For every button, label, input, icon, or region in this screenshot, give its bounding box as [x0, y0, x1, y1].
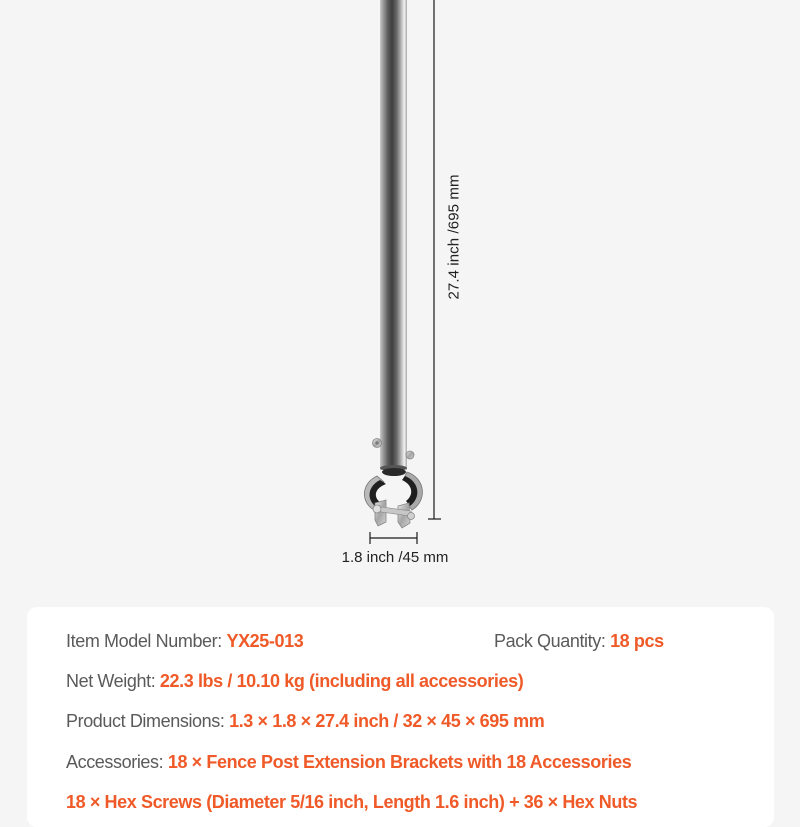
spec-value: YX25-013	[226, 631, 304, 651]
spec-value: 18 × Fence Post Extension Brackets with 18 Accessories	[167, 752, 632, 772]
width-dimension-label: 1.8 inch /45 mm	[341, 549, 449, 566]
spec-label: Net Weight:	[66, 671, 160, 691]
fence-post-extension-pipe	[380, 0, 407, 471]
spec-value: 18 × Hex Screws (Diameter 5/16 inch, Length 1.6 inch) + 36 × Hex Nuts	[66, 792, 638, 812]
bolt-head-left	[373, 439, 382, 448]
specifications-card	[27, 607, 774, 827]
spec-label: Pack Quantity:	[494, 631, 611, 651]
spec-label: Accessories:	[66, 752, 168, 772]
spec-accessories	[66, 752, 631, 773]
spec-value: 18 pcs	[610, 631, 664, 651]
spec-label: Item Model Number:	[66, 631, 227, 651]
spec-product-dimensions	[66, 711, 544, 732]
bolt-head-right	[406, 451, 414, 459]
width-dimension-line	[370, 532, 417, 544]
spec-model-number	[66, 631, 303, 652]
spec-value: 1.3 × 1.8 × 27.4 inch / 32 × 45 × 695 mm	[229, 711, 545, 731]
hex-bolt-assembly	[373, 500, 415, 528]
spec-net-weight	[66, 671, 523, 692]
spec-label: Product Dimensions:	[66, 711, 230, 731]
clamp-bracket	[364, 468, 422, 512]
spec-value: 22.3 lbs / 10.10 kg (including all accessories)	[159, 671, 524, 691]
spec-accessories-continued	[66, 792, 637, 813]
height-dimension-label: 27.4 inch /695 mm	[445, 174, 463, 300]
spec-pack-quantity	[494, 631, 664, 652]
height-dimension-line	[428, 0, 441, 519]
